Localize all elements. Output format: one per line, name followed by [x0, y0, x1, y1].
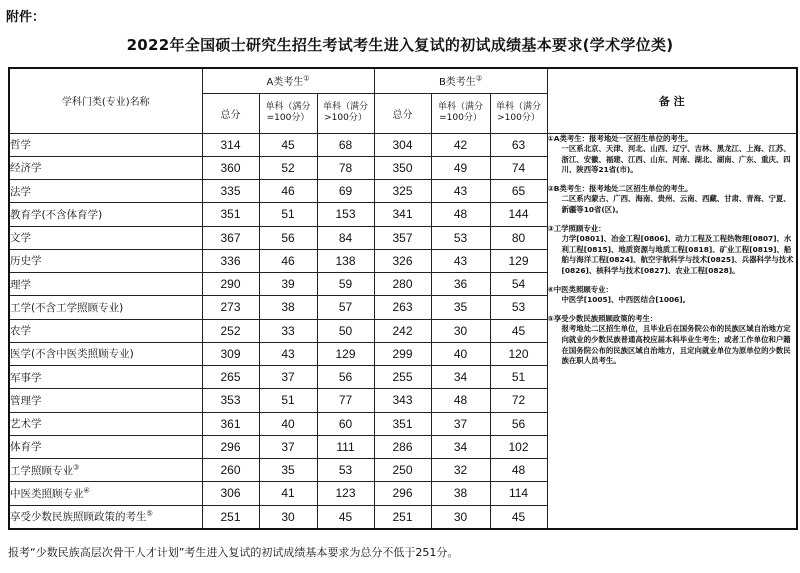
a-single-over100-header: 单科（满分>100分） [317, 93, 374, 133]
score-cell-a-total: 265 [202, 366, 259, 389]
subject-name: 医学(不含中医类照顾专业) [9, 342, 202, 365]
score-cell-a-so: 68 [317, 133, 374, 156]
score-cell-a-total: 335 [202, 180, 259, 203]
score-cell-a-total: 336 [202, 249, 259, 272]
score-cell-a-total: 296 [202, 435, 259, 458]
score-cell-a-s100: 56 [259, 226, 317, 249]
score-cell-b-total: 350 [374, 156, 431, 179]
score-cell-b-so: 129 [490, 249, 547, 272]
score-cell-b-total: 343 [374, 389, 431, 412]
score-cell-a-so: 60 [317, 412, 374, 435]
score-cell-a-so: 50 [317, 319, 374, 342]
note-heading: ①A类考生：报考地处一区招生单位的考生。 [547, 133, 693, 143]
subject-name: 哲学 [9, 133, 202, 156]
score-cell-a-total: 367 [202, 226, 259, 249]
note-heading: ④中医类照顾专业： [547, 284, 613, 294]
page-title: 2022年全国硕士研究生招生考试考生进入复试的初试成绩基本要求(学术学位类) [126, 36, 674, 54]
a-single-100-header: 单科（满分=100分） [259, 93, 317, 133]
score-cell-a-s100: 38 [259, 296, 317, 319]
score-cell-a-total: 361 [202, 412, 259, 435]
score-cell-b-s100: 43 [431, 180, 490, 203]
score-cell-a-s100: 30 [259, 505, 317, 529]
a-total-header: 总分 [202, 93, 259, 133]
subject-name: 享受少数民族照顾政策的考生⑤ [9, 505, 202, 529]
score-cell-a-so: 45 [317, 505, 374, 529]
note-block [548, 134, 797, 176]
score-cell-b-so: 54 [490, 273, 547, 296]
score-cell-a-total: 260 [202, 459, 259, 482]
score-cell-a-s100: 39 [259, 273, 317, 296]
score-cell-a-so: 57 [317, 296, 374, 319]
score-cell-b-total: 351 [374, 412, 431, 435]
score-cell-b-s100: 34 [431, 366, 490, 389]
score-cell-b-total: 325 [374, 180, 431, 203]
note-block [548, 314, 797, 367]
score-cell-b-so: 56 [490, 412, 547, 435]
score-cell-a-so: 84 [317, 226, 374, 249]
score-cell-a-s100: 40 [259, 412, 317, 435]
subject-name: 文学 [9, 226, 202, 249]
score-cell-b-total: 357 [374, 226, 431, 249]
score-cell-b-so: 45 [490, 505, 547, 529]
score-cell-b-so: 65 [490, 180, 547, 203]
score-cell-b-total: 341 [374, 203, 431, 226]
score-cell-b-total: 304 [374, 133, 431, 156]
score-cell-b-total: 250 [374, 459, 431, 482]
score-cell-a-total: 273 [202, 296, 259, 319]
score-cell-a-so: 153 [317, 203, 374, 226]
score-cell-b-total: 296 [374, 482, 431, 505]
table-row [9, 133, 797, 156]
group-b-header: B类考生② [374, 68, 547, 93]
score-cell-a-s100: 35 [259, 459, 317, 482]
score-cell-b-total: 242 [374, 319, 431, 342]
notes-cell [547, 133, 797, 529]
note-heading: ③工学照顾专业： [547, 223, 606, 233]
score-cell-a-total: 290 [202, 273, 259, 296]
score-cell-b-total: 326 [374, 249, 431, 272]
score-cell-b-so: 45 [490, 319, 547, 342]
b-total-header: 总分 [374, 93, 431, 133]
score-cell-a-total: 360 [202, 156, 259, 179]
score-cell-b-so: 74 [490, 156, 547, 179]
score-cell-b-so: 72 [490, 389, 547, 412]
note-body: 一区系北京、天津、河北、山西、辽宁、吉林、黑龙江、上海、江苏、浙江、安徽、福建、江西、山东、河南、湖北、湖南、广东、重庆、四川、陕西等21省(市)。 [561, 144, 791, 175]
score-cell-b-s100: 35 [431, 296, 490, 319]
score-cell-b-total: 299 [374, 342, 431, 365]
subject-column-header: 学科门类(专业)名称 [9, 68, 202, 133]
footer-note: 报考“少数民族高层次骨干人才计划”考生进入复试的初试成绩基本要求为总分不低于251分。 [8, 546, 459, 559]
score-cell-a-total: 353 [202, 389, 259, 412]
score-table [8, 67, 798, 530]
score-cell-a-s100: 37 [259, 435, 317, 458]
subject-name: 中医类照顾专业④ [9, 482, 202, 505]
subject-name: 工学(不含工学照顾专业) [9, 296, 202, 319]
note-body: 力学[0801]、冶金工程[0806]、动力工程及工程热物理[0807]、水利工程[0815]、地质资源与地质工程[0818]、矿业工程[0819]、船舶与海洋工程[0824]、航空宇航科学与技术[0825]、兵器科学与技术[0826]、核科学与技术[0827]、农业工程[0828]。 [561, 234, 794, 276]
score-cell-b-s100: 49 [431, 156, 490, 179]
score-cell-b-so: 48 [490, 459, 547, 482]
score-cell-a-total: 306 [202, 482, 259, 505]
score-cell-a-so: 111 [317, 435, 374, 458]
score-cell-a-total: 252 [202, 319, 259, 342]
score-cell-a-so: 69 [317, 180, 374, 203]
score-cell-a-so: 77 [317, 389, 374, 412]
group-a-header: A类考生① [202, 68, 374, 93]
score-cell-a-s100: 51 [259, 203, 317, 226]
note-block [548, 285, 797, 306]
score-cell-b-s100: 36 [431, 273, 490, 296]
score-cell-a-s100: 46 [259, 249, 317, 272]
score-cell-b-total: 251 [374, 505, 431, 529]
subject-name: 管理学 [9, 389, 202, 412]
score-cell-b-s100: 53 [431, 226, 490, 249]
score-cell-b-so: 114 [490, 482, 547, 505]
score-cell-a-s100: 51 [259, 389, 317, 412]
score-cell-b-so: 53 [490, 296, 547, 319]
score-cell-a-s100: 37 [259, 366, 317, 389]
subject-name: 体育学 [9, 435, 202, 458]
subject-name: 军事学 [9, 366, 202, 389]
score-cell-a-s100: 33 [259, 319, 317, 342]
b-single-100-header: 单科（满分=100分） [431, 93, 490, 133]
score-cell-b-s100: 34 [431, 435, 490, 458]
subject-name: 法学 [9, 180, 202, 203]
score-cell-b-s100: 30 [431, 319, 490, 342]
notes-header: 备 注 [547, 68, 797, 133]
score-cell-a-s100: 41 [259, 482, 317, 505]
score-cell-a-so: 53 [317, 459, 374, 482]
score-cell-b-s100: 48 [431, 389, 490, 412]
score-cell-a-so: 56 [317, 366, 374, 389]
score-cell-a-so: 59 [317, 273, 374, 296]
score-cell-b-s100: 37 [431, 412, 490, 435]
note-body: 中医学[1005]、中西医结合[1006]。 [561, 295, 691, 305]
score-cell-a-s100: 52 [259, 156, 317, 179]
subject-name: 农学 [9, 319, 202, 342]
b-single-over100-header: 单科（满分>100分） [490, 93, 547, 133]
score-cell-a-s100: 45 [259, 133, 317, 156]
attachment-label: 附件： [6, 10, 46, 25]
subject-name: 教育学(不含体育学) [9, 203, 202, 226]
subject-name: 艺术学 [9, 412, 202, 435]
score-cell-a-so: 78 [317, 156, 374, 179]
score-cell-a-total: 309 [202, 342, 259, 365]
score-cell-b-s100: 32 [431, 459, 490, 482]
score-cell-b-so: 120 [490, 342, 547, 365]
note-body: 报考地处二区招生单位，且毕业后在国务院公布的民族区域自治地方定向就业的少数民族普通高校应届本科毕业生考生；或者工作单位和户籍在国务院公布的民族区域自治地方，且定向就业单位为原单位的少数民族在职人员考生。 [561, 324, 791, 366]
note-body: 二区系内蒙古、广西、海南、贵州、云南、西藏、甘肃、青海、宁夏、新疆等10省(区)。 [561, 194, 791, 215]
score-cell-b-s100: 48 [431, 203, 490, 226]
score-cell-b-s100: 40 [431, 342, 490, 365]
subject-name: 工学照顾专业③ [9, 459, 202, 482]
subject-name: 经济学 [9, 156, 202, 179]
score-cell-a-s100: 46 [259, 180, 317, 203]
note-heading: ②B类考生：报考地处二区招生单位的考生。 [547, 183, 693, 193]
note-heading: ⑤享受少数民族照顾政策的考生： [547, 313, 658, 323]
score-cell-a-so: 138 [317, 249, 374, 272]
score-cell-b-so: 80 [490, 226, 547, 249]
score-cell-b-s100: 42 [431, 133, 490, 156]
score-cell-b-so: 102 [490, 435, 547, 458]
score-cell-b-so: 144 [490, 203, 547, 226]
subject-name: 理学 [9, 273, 202, 296]
score-cell-b-total: 263 [374, 296, 431, 319]
score-cell-a-total: 251 [202, 505, 259, 529]
score-cell-b-so: 63 [490, 133, 547, 156]
score-cell-b-s100: 30 [431, 505, 490, 529]
score-cell-b-s100: 43 [431, 249, 490, 272]
score-cell-a-so: 129 [317, 342, 374, 365]
subject-name: 历史学 [9, 249, 202, 272]
score-cell-a-s100: 43 [259, 342, 317, 365]
note-block [548, 224, 797, 277]
score-cell-b-s100: 38 [431, 482, 490, 505]
score-cell-b-total: 286 [374, 435, 431, 458]
score-cell-a-total: 314 [202, 133, 259, 156]
score-cell-b-so: 51 [490, 366, 547, 389]
score-cell-a-total: 351 [202, 203, 259, 226]
score-cell-a-so: 123 [317, 482, 374, 505]
note-block [548, 184, 797, 216]
score-cell-b-total: 255 [374, 366, 431, 389]
score-cell-b-total: 280 [374, 273, 431, 296]
score-table-body [9, 133, 797, 529]
